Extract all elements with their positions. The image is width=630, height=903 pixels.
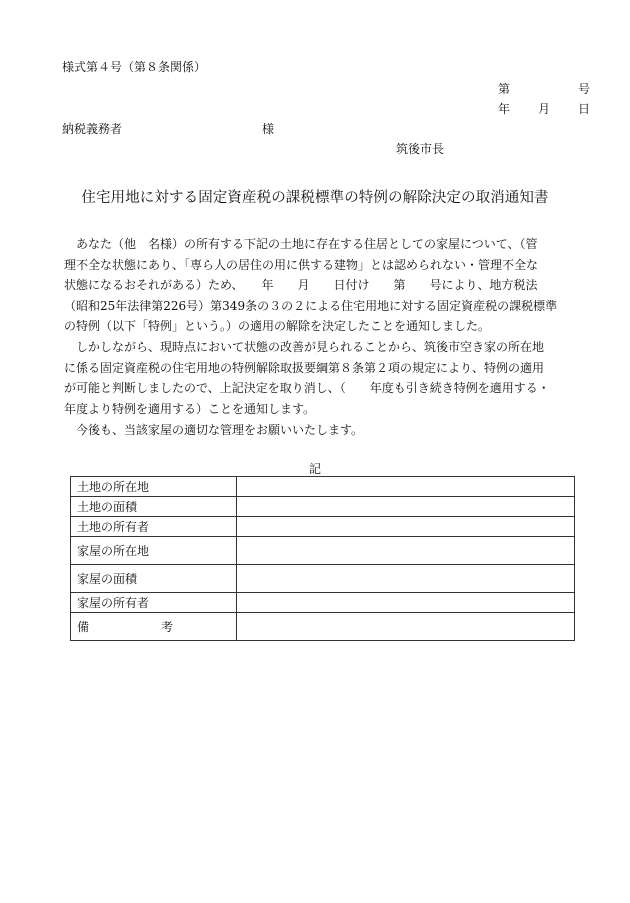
row-label: 土地の所有者 — [71, 517, 237, 537]
row-value-field[interactable] — [237, 497, 575, 517]
row-value-field[interactable] — [237, 477, 575, 497]
row-label: 土地の所在地 — [71, 477, 237, 497]
row-value-field[interactable] — [237, 593, 575, 613]
remarks-value-field[interactable] — [237, 613, 575, 641]
number-suffix: 号 — [577, 82, 590, 96]
paragraph-notice — [64, 234, 600, 337]
paragraph-line: 状態になるおそれがある）ため、 年 月 日付け 第 号により、地方税法 — [64, 278, 538, 293]
paragraph-line: しかしながら、現時点において状態の改善が見られることから、筑後市空き家の所在地 — [64, 340, 545, 354]
paragraph-cancellation — [64, 337, 600, 419]
table-row — [71, 517, 575, 537]
table-row — [71, 537, 575, 565]
table-row — [71, 593, 575, 613]
remarks-row — [71, 613, 575, 641]
paragraph-line: 理不全な状態にあり、「専ら人の居住の用に供する建物」とは認められない・管理不全な — [64, 257, 539, 272]
row-value-field[interactable] — [237, 537, 575, 565]
row-label: 家屋の所有者 — [71, 593, 237, 613]
date-day: 日 — [577, 102, 590, 116]
row-value-field[interactable] — [237, 565, 575, 593]
issue-date-line — [498, 100, 590, 117]
paragraph-line: の特例（以下「特例」という。）の適用の解除を決定したことを通知しました。 — [64, 319, 491, 334]
taxpayer-honorific: 様 — [262, 122, 275, 136]
table-row — [71, 497, 575, 517]
row-value-field[interactable] — [237, 517, 575, 537]
table-row — [71, 477, 575, 497]
paragraph-request — [64, 420, 600, 441]
date-month: 月 — [537, 102, 550, 116]
paragraph-line: （昭和25年法律第226号）第349条の３の２による住宅用地に対する固定資産税の課税標準 — [64, 298, 558, 313]
date-year: 年 — [498, 102, 511, 116]
row-label: 土地の面積 — [71, 497, 237, 517]
paragraph-line: に係る固定資産税の住宅用地の特例解除取扱要綱第８条第２項の規定により、特例の適用 — [64, 360, 545, 375]
number-prefix: 第 — [498, 82, 511, 96]
remarks-label — [71, 613, 237, 641]
issuer-name: 筑後市長 — [396, 142, 445, 156]
taxpayer-label: 納税義務者 — [62, 122, 123, 136]
paragraph-line: が可能と判断しましたので、上記決定を取り消し、（ 年度も引き続き特例を適用する・ — [64, 381, 550, 396]
row-label: 家屋の所在地 — [71, 537, 237, 565]
paragraph-line: 年度より特例を適用する）ことを通知します。 — [64, 401, 316, 416]
document-title: 住宅用地に対する固定資産税の課税標準の特例の解除決定の取消通知書 — [81, 190, 549, 206]
row-label: 家屋の面積 — [71, 565, 237, 593]
form-number: 様式第４号（第８条関係） — [62, 60, 207, 74]
ki-heading: 記 — [308, 462, 321, 476]
paragraph-line: あなた（他 名様）の所有する下記の土地に存在する住居としての家屋について、（管 — [64, 237, 538, 251]
property-details-table — [70, 476, 575, 641]
table-row — [71, 565, 575, 593]
paragraph-line: 今後も、当該家屋の適切な管理をお願いいたします。 — [64, 423, 364, 437]
remarks-char-2: 考 — [160, 620, 173, 634]
document-number-line — [498, 80, 590, 97]
remarks-char-1: 備 — [77, 620, 90, 634]
